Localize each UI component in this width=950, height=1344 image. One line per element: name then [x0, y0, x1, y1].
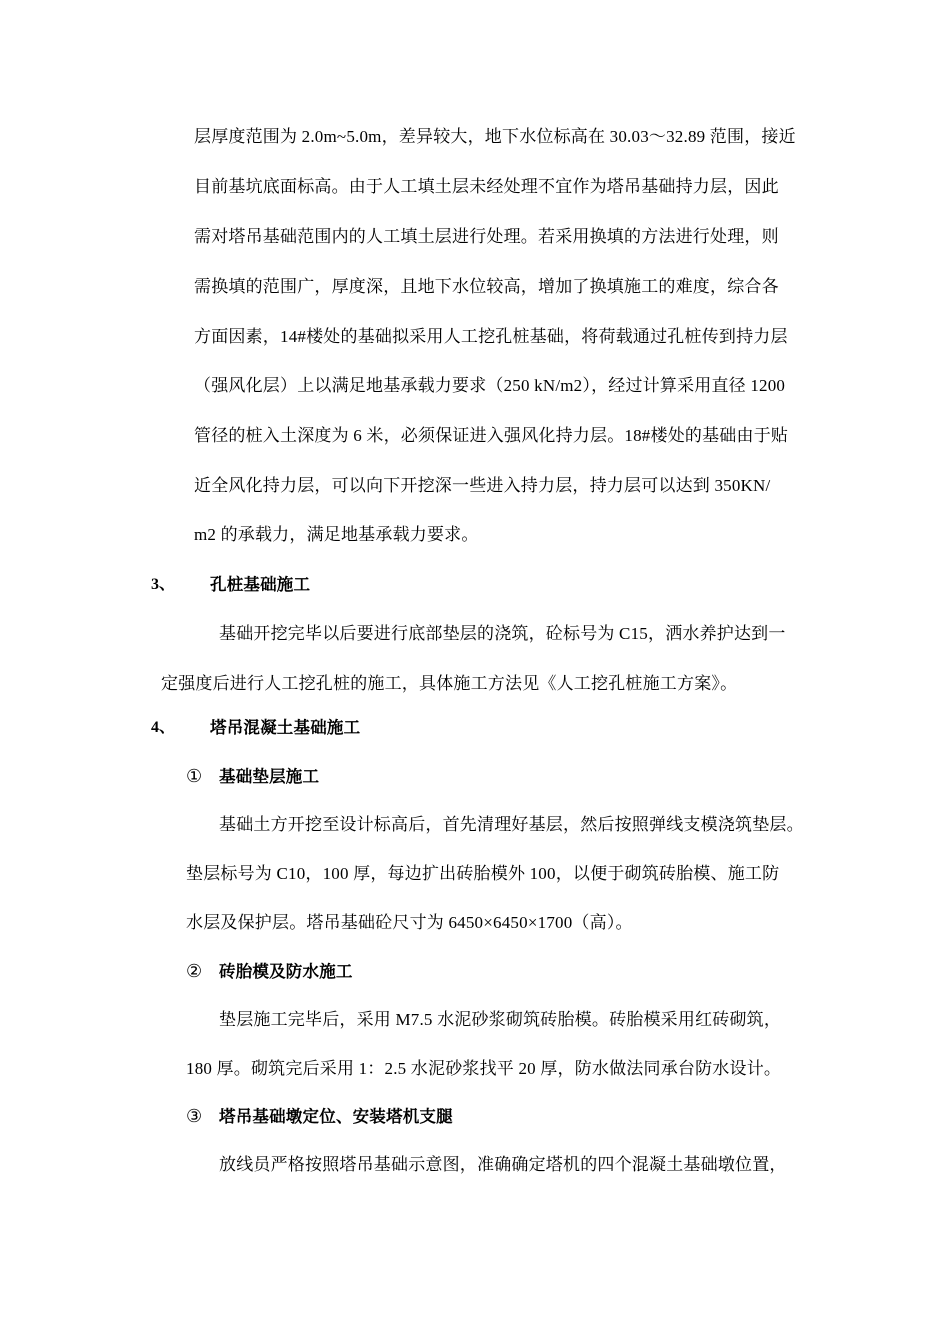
- text-line: 基础土方开挖至设计标高后，首先清理好基层，然后按照弹线支模浇筑垫层。: [219, 815, 804, 834]
- text-line: 近全风化持力层，可以向下开挖深一些进入持力层，持力层可以达到 350KN/: [194, 476, 771, 495]
- text-line: m2 的承载力，满足地基承载力要求。: [194, 525, 479, 544]
- text-line: 垫层标号为 C10，100 厚，每边扩出砖胎模外 100，以便于砌筑砖胎模、施工防: [186, 864, 780, 883]
- text-line: 定强度后进行人工挖孔桩的施工，具体施工方法见《人工挖孔桩施工方案》。: [161, 674, 738, 693]
- circled-one-marker: ①: [186, 766, 203, 787]
- text-line: （强风化层）上以满足地基承载力要求（250 kN/m2），经过计算采用直径 1200: [194, 376, 786, 395]
- text-line: 层厚度范围为 2.0m~5.0m，差异较大，地下水位标高在 30.03～32.89 范围，接近: [194, 127, 796, 146]
- subsection-heading: 基础垫层施工: [219, 768, 320, 786]
- text-line: 方面因素，14#楼处的基础拟采用人工挖孔桩基础，将荷载通过孔桩传到持力层: [194, 327, 788, 346]
- subsection-heading: 塔吊基础墩定位、安装塔机支腿: [219, 1108, 453, 1126]
- text-line: 180 厚。砌筑完后采用 1：2.5 水泥砂浆找平 20 厚，防水做法同承台防水设计。: [186, 1059, 782, 1078]
- section-heading: 孔桩基础施工: [210, 576, 311, 594]
- text-line: 放线员严格按照塔吊基础示意图，准确确定塔机的四个混凝土基础墩位置，: [219, 1155, 787, 1174]
- text-line: 水层及保护层。塔吊基础砼尺寸为 6450×6450×1700（高）。: [186, 913, 633, 932]
- text-line: 目前基坑底面标高。由于人工填土层未经处理不宜作为塔吊基础持力层，因此: [194, 177, 779, 196]
- section-number: 4、: [151, 719, 176, 736]
- text-line: 管径的桩入土深度为 6 米，必须保证进入强风化持力层。18#楼处的基础由于贴: [194, 426, 789, 445]
- circled-two-marker: ②: [186, 961, 203, 982]
- circled-three-marker: ③: [186, 1106, 203, 1127]
- subsection-heading: 砖胎模及防水施工: [219, 963, 353, 981]
- text-line: 垫层施工完毕后，采用 M7.5 水泥砂浆砌筑砖胎模。砖胎模采用红砖砌筑，: [219, 1010, 782, 1029]
- section-number: 3、: [151, 576, 176, 593]
- section-heading: 塔吊混凝土基础施工: [210, 719, 361, 737]
- text-line: 需换填的范围广，厚度深，且地下水位较高，增加了换填施工的难度，综合各: [194, 277, 779, 296]
- text-line: 需对塔吊基础范围内的人工填土层进行处理。若采用换填的方法进行处理，则: [194, 227, 779, 246]
- text-line: 基础开挖完毕以后要进行底部垫层的浇筑，砼标号为 C15，洒水养护达到一: [219, 624, 786, 643]
